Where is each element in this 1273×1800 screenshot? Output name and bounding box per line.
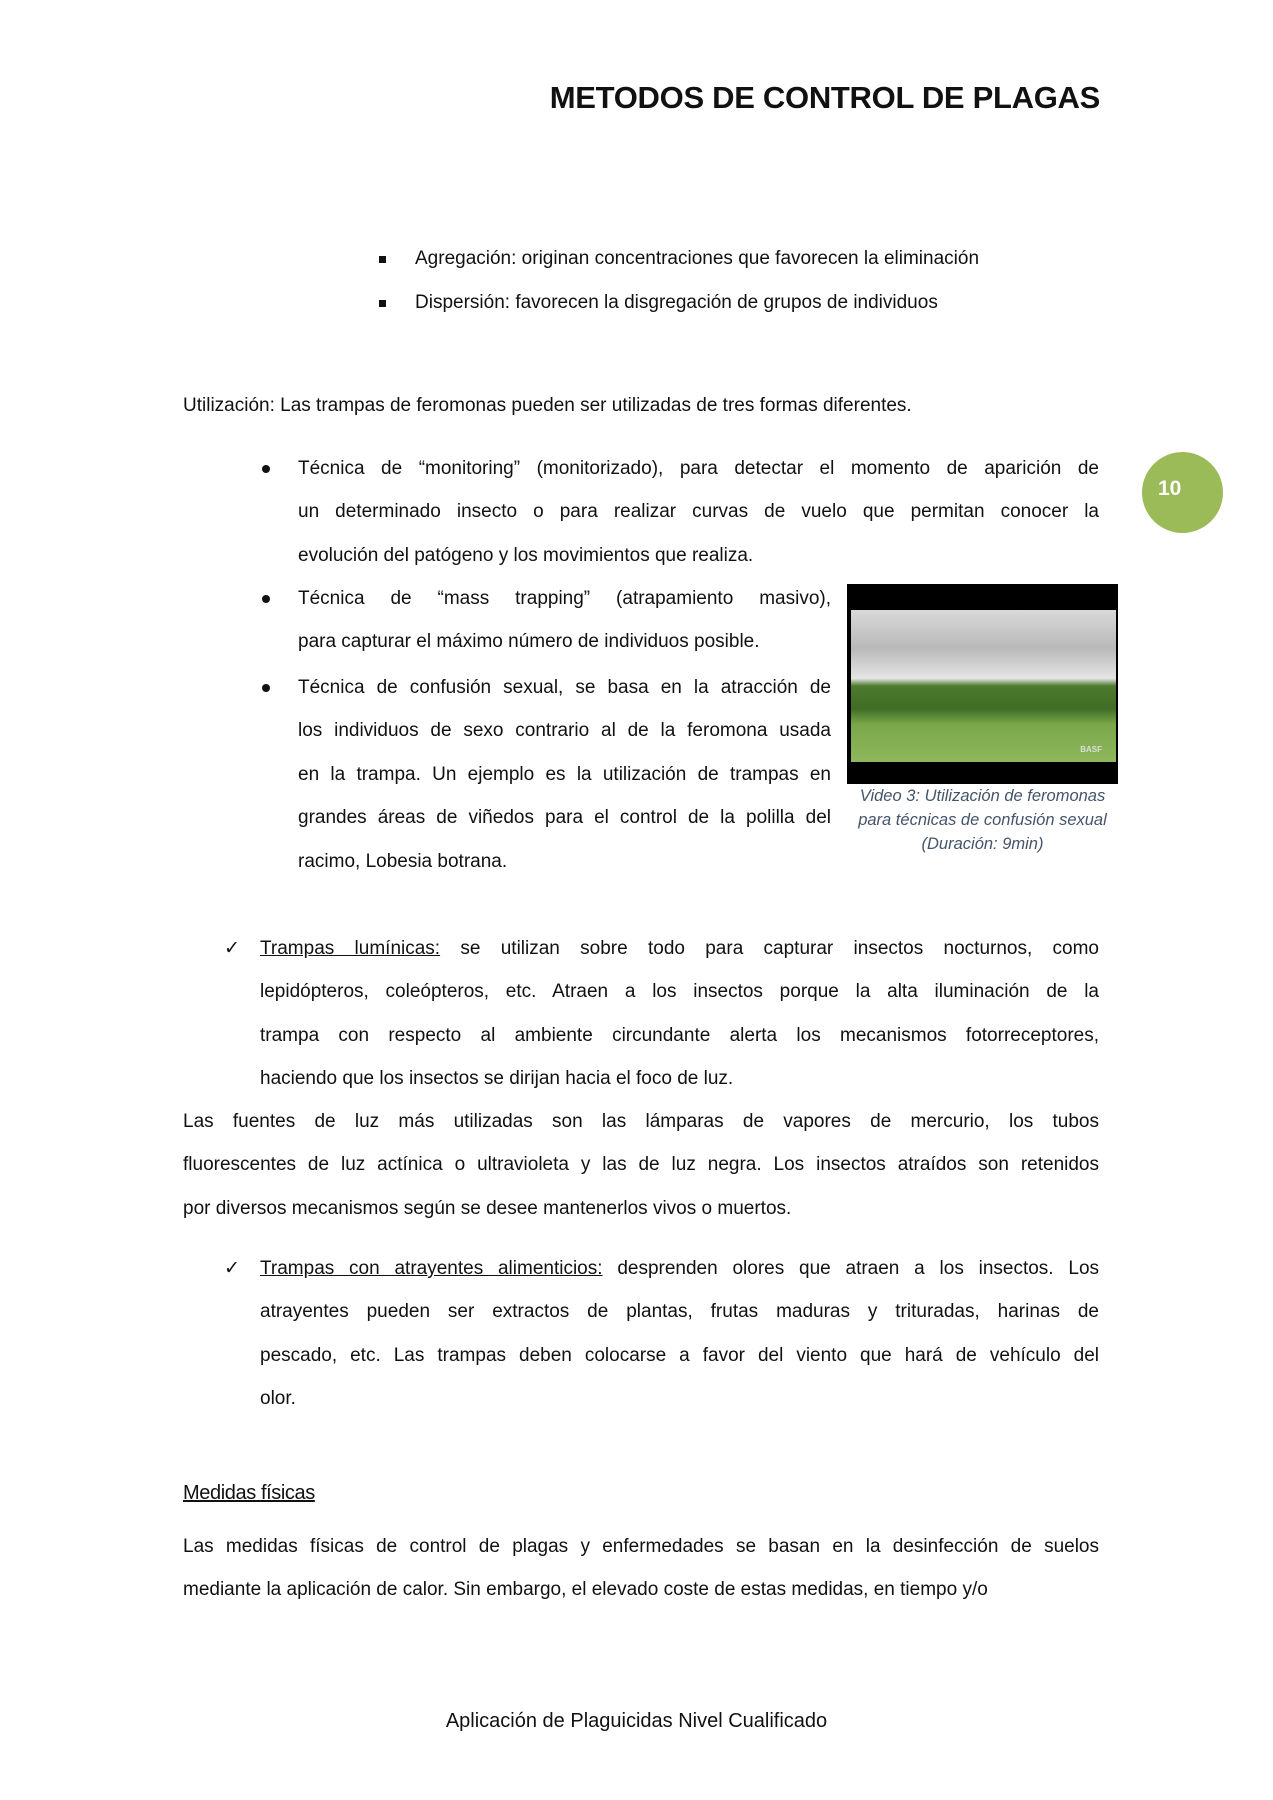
technique-mass-trapping (298, 577, 831, 664)
text-line: los individuos de sexo contrario al de la feromona usada (298, 720, 831, 742)
utilizacion-text: Utilización: Las trampas de feromonas pueden ser utilizadas de tres formas diferentes. (183, 395, 912, 416)
video-player[interactable] (847, 584, 1118, 784)
underlined-label: Trampas lumínicas: (260, 938, 441, 959)
page-number: 10 (1158, 477, 1182, 500)
text-line: por diversos mecanismos según se desee mantenerlos vivos o muertos. (183, 1197, 792, 1219)
text-span: desprenden olores que atraen a los insectos. Los (602, 1258, 1100, 1279)
caption-line: para técnicas de confusión sexual (858, 811, 1107, 829)
text-line: atrayentes pueden ser extractos de plantas, frutas maduras y trituradas, harinas de (260, 1301, 1099, 1323)
medidas-fisicas-text (183, 1525, 1099, 1612)
text-line: Técnica de “mass trapping” (atrapamiento masivo), (298, 588, 831, 609)
checkmark-icon: ✓ (224, 938, 240, 959)
text-line: Las medidas físicas de control de plagas y enfermedades se basan en la desinfección de suelos (183, 1536, 1099, 1557)
text-line: Las fuentes de luz más utilizadas son las lámparas de vapores de mercurio, los tubos (183, 1111, 1099, 1132)
text-line: olor. (260, 1388, 296, 1410)
text-line: haciendo que los insectos se dirijan hacia el foco de luz. (260, 1068, 734, 1090)
trampas-luminicas-text (260, 927, 1099, 1101)
text-line: grandes áreas de viñedos para el control de la polilla del (298, 807, 831, 829)
bullet-dot-icon (262, 684, 270, 692)
text-line: pescado, etc. Las trampas deben colocarse a favor del viento que hará de vehículo del (260, 1344, 1099, 1366)
text-line: lepidópteros, coleópteros, etc. Atraen a los insectos porque la alta iluminación de la (260, 981, 1099, 1003)
text-line: en la trampa. Un ejemplo es la utilización de trampas en (298, 763, 831, 785)
text-line: trampa con respecto al ambiente circundante alerta los mecanismos fotorreceptores, (260, 1024, 1099, 1046)
bullet-dot-icon (262, 595, 270, 603)
text-line: fluorescentes de luz actínica o ultravioleta y las de luz negra. Los insectos atraídos son retenidos (183, 1154, 1099, 1176)
video-caption (847, 784, 1118, 856)
bullet-aggregation: Agregación: originan concentraciones que favorecen la eliminación (415, 248, 980, 269)
text-line: evolución del patógeno y los movimientos que realiza. (298, 544, 754, 566)
section-heading-medidas-fisicas: Medidas físicas (183, 1482, 315, 1504)
caption-line: Video 3: Utilización de feromonas (859, 787, 1106, 805)
text-line: Técnica de confusión sexual, se basa en la atracción de (298, 677, 831, 698)
bullet-dispersion: Dispersión: favorecen la disgregación de grupos de individuos (415, 292, 938, 313)
technique-sexual-confusion (298, 666, 831, 883)
video-thumbnail-orchard (851, 610, 1116, 762)
text-line: para capturar el máximo número de individuos posible. (298, 631, 760, 653)
page-number-badge (1142, 452, 1223, 533)
square-bullet-icon (379, 300, 386, 307)
text-line: un determinado insecto o para realizar curvas de vuelo que permitan conocer la (298, 501, 1099, 523)
text-line (260, 927, 1099, 970)
text-line: mediante la aplicación de calor. Sin embargo, el elevado coste de estas medidas, en tiempo y/o (183, 1579, 988, 1601)
trampas-alimenticios-text (260, 1247, 1099, 1421)
underlined-label: Trampas con atrayentes alimenticios: (260, 1258, 603, 1279)
fuentes-luz-text (183, 1100, 1099, 1230)
checkmark-icon: ✓ (224, 1258, 240, 1279)
text-line (260, 1247, 1099, 1290)
bullet-dot-icon (262, 465, 270, 473)
text-span: se utilizan sobre todo para capturar insectos nocturnos, como (440, 938, 1099, 959)
page-title: METODOS DE CONTROL DE PLAGAS (549, 80, 1100, 115)
basf-logo: BASF (1080, 745, 1102, 754)
page-footer: Aplicación de Plaguicidas Nivel Cualificado (445, 1710, 828, 1732)
square-bullet-icon (379, 256, 386, 263)
text-line: racimo, Lobesia botrana. (298, 850, 508, 872)
caption-line: (Duración: 9min) (921, 835, 1044, 853)
technique-monitoring (298, 447, 1099, 577)
text-line: Técnica de “monitoring” (monitorizado), para detectar el momento de aparición de (298, 458, 1099, 479)
